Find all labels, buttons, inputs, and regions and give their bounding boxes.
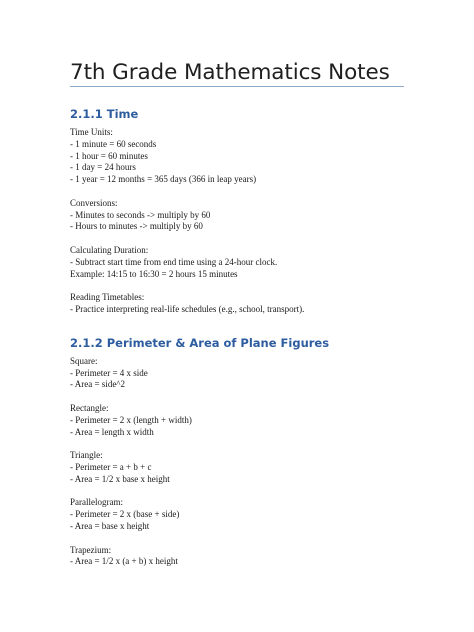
note-block-parallelogram <box>70 497 410 532</box>
note-line: - Area = side^2 <box>70 379 126 390</box>
note-line: - Minutes to seconds -> multiply by 60 <box>70 209 211 220</box>
block-label: Calculating Duration: <box>70 244 149 255</box>
note-line: - Area = length x width <box>70 426 154 437</box>
note-line: - Perimeter = 2 x (base + side) <box>70 509 180 520</box>
block-label: Conversions: <box>70 197 118 208</box>
section-time <box>70 106 410 316</box>
note-line: - Perimeter = 4 x side <box>70 367 148 378</box>
note-line: - Subtract start time from end time using a 24-hour clock. <box>70 256 278 267</box>
notes-content <box>70 106 410 568</box>
note-line: - Perimeter = a + b + c <box>70 461 152 472</box>
block-label: Trapezium: <box>70 544 112 555</box>
note-line: - Area = base x height <box>70 520 150 531</box>
page-title: 7th Grade Mathematics Notes <box>70 60 390 85</box>
block-label: Parallelogram: <box>70 497 123 508</box>
block-label: Reading Timetables: <box>70 292 145 303</box>
note-block-duration <box>70 245 410 280</box>
note-line: Example: 14:15 to 16:30 = 2 hours 15 minutes <box>70 268 238 279</box>
note-line: - Perimeter = 2 x (length + width) <box>70 414 192 425</box>
note-block-time-units <box>70 127 410 186</box>
note-block-triangle <box>70 450 410 485</box>
block-label: Time Units: <box>70 127 113 137</box>
note-line: - Practice interpreting real-life schedules (e.g., school, transport). <box>70 303 305 314</box>
note-line: - 1 year = 12 months = 365 days (366 in leap years) <box>70 174 257 185</box>
title-underline <box>70 86 404 87</box>
note-line: - 1 hour = 60 minutes <box>70 150 148 161</box>
note-block-timetables <box>70 292 410 316</box>
note-line: - Area = 1/2 x (a + b) x height <box>70 556 178 567</box>
note-block-trapezium <box>70 545 410 569</box>
section-perimeter-area <box>70 335 410 568</box>
section-heading: 2.1.1 Time <box>70 107 139 121</box>
block-label: Rectangle: <box>70 402 109 413</box>
note-line: - 1 day = 24 hours <box>70 162 136 173</box>
block-label: Square: <box>70 355 98 366</box>
note-line: - Area = 1/2 x base x height <box>70 473 170 484</box>
note-block-conversions <box>70 198 410 233</box>
note-block-square <box>70 356 410 391</box>
note-line: - Hours to minutes -> multiply by 60 <box>70 221 203 232</box>
block-label: Triangle: <box>70 450 103 461</box>
note-block-rectangle <box>70 403 410 438</box>
note-line: - 1 minute = 60 seconds <box>70 138 157 149</box>
section-heading: 2.1.2 Perimeter & Area of Plane Figures <box>70 335 330 350</box>
